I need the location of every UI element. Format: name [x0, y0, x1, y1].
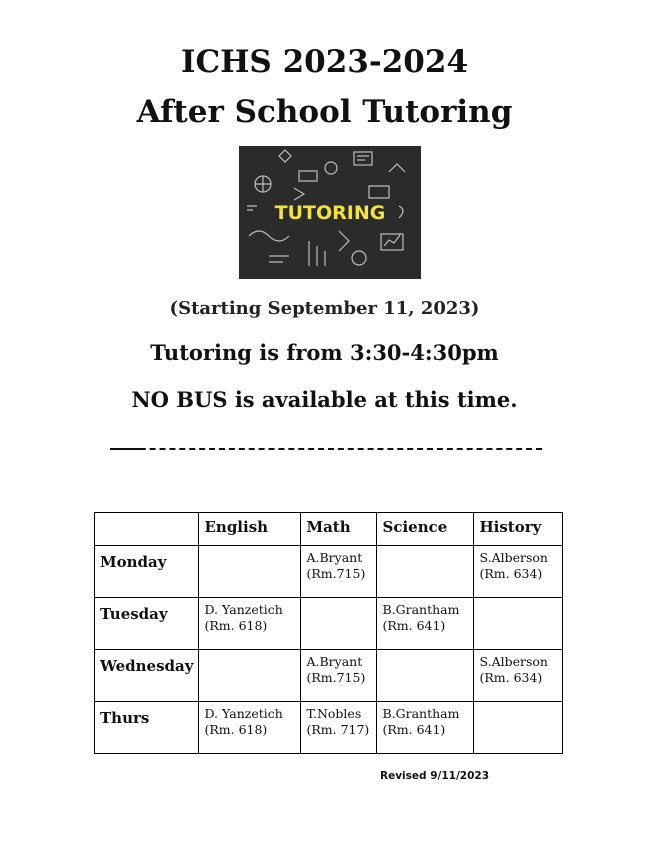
chalkboard-doodles-icon: [239, 146, 421, 279]
day-cell: Wednesday: [95, 650, 199, 702]
header-science: Science: [377, 513, 474, 546]
tutor-name: T.Nobles: [306, 706, 362, 721]
title-line-1: ICHS 2023-2024: [180, 44, 469, 80]
tutor-name: D. Yanzetich: [204, 602, 283, 617]
english-cell: [199, 598, 301, 650]
day-cell: Monday: [95, 546, 199, 598]
english-cell: [199, 546, 301, 598]
room: (Rm. 641): [382, 722, 446, 737]
science-cell: [377, 598, 474, 650]
history-cell: [474, 546, 563, 598]
english-cell: [199, 650, 301, 702]
math-cell: [301, 598, 377, 650]
tutor-name: S.Alberson: [479, 550, 548, 565]
room: (Rm. 641): [382, 618, 446, 633]
science-cell: [377, 702, 474, 754]
history-cell: [474, 650, 563, 702]
tutor-name: B.Grantham: [382, 602, 460, 617]
science-cell: [377, 650, 474, 702]
english-cell: [199, 702, 301, 754]
history-cell: [474, 702, 563, 754]
math-cell: [301, 546, 377, 598]
table-row: [95, 702, 563, 754]
tutor-name: A.Bryant: [306, 654, 363, 669]
room: (Rm. 717): [306, 722, 370, 737]
room: (Rm.715): [306, 566, 366, 581]
header-math: Math: [301, 513, 377, 546]
no-bus-note: NO BUS is available at this time.: [131, 387, 518, 412]
header-empty: [95, 513, 199, 546]
room: (Rm.715): [306, 670, 366, 685]
science-cell: [377, 546, 474, 598]
table-row: [95, 598, 563, 650]
table-row: [95, 650, 563, 702]
tutor-name: B.Grantham: [382, 706, 460, 721]
tutoring-schedule-table: [94, 512, 563, 754]
table-row: [95, 546, 563, 598]
tutoring-banner-image: [239, 146, 421, 279]
room: (Rm. 634): [479, 566, 543, 581]
dashed-divider: [110, 448, 542, 450]
tutor-name: A.Bryant: [306, 550, 363, 565]
header-english: English: [199, 513, 301, 546]
revised-date: Revised 9/11/2023: [380, 770, 490, 782]
day-cell: Thurs: [95, 702, 199, 754]
math-cell: [301, 650, 377, 702]
history-cell: [474, 598, 563, 650]
title-line-2: After School Tutoring: [136, 94, 513, 130]
start-date-note: (Starting September 11, 2023): [169, 298, 480, 319]
banner-text: TUTORING: [274, 202, 386, 224]
tutoring-hours: Tutoring is from 3:30-4:30pm: [150, 340, 499, 365]
day-cell: Tuesday: [95, 598, 199, 650]
room: (Rm. 618): [204, 618, 268, 633]
room: (Rm. 634): [479, 670, 543, 685]
tutor-name: D. Yanzetich: [204, 706, 283, 721]
room: (Rm. 618): [204, 722, 268, 737]
tutor-name: S.Alberson: [479, 654, 548, 669]
math-cell: [301, 702, 377, 754]
header-history: History: [474, 513, 563, 546]
table-header-row: [95, 513, 563, 546]
